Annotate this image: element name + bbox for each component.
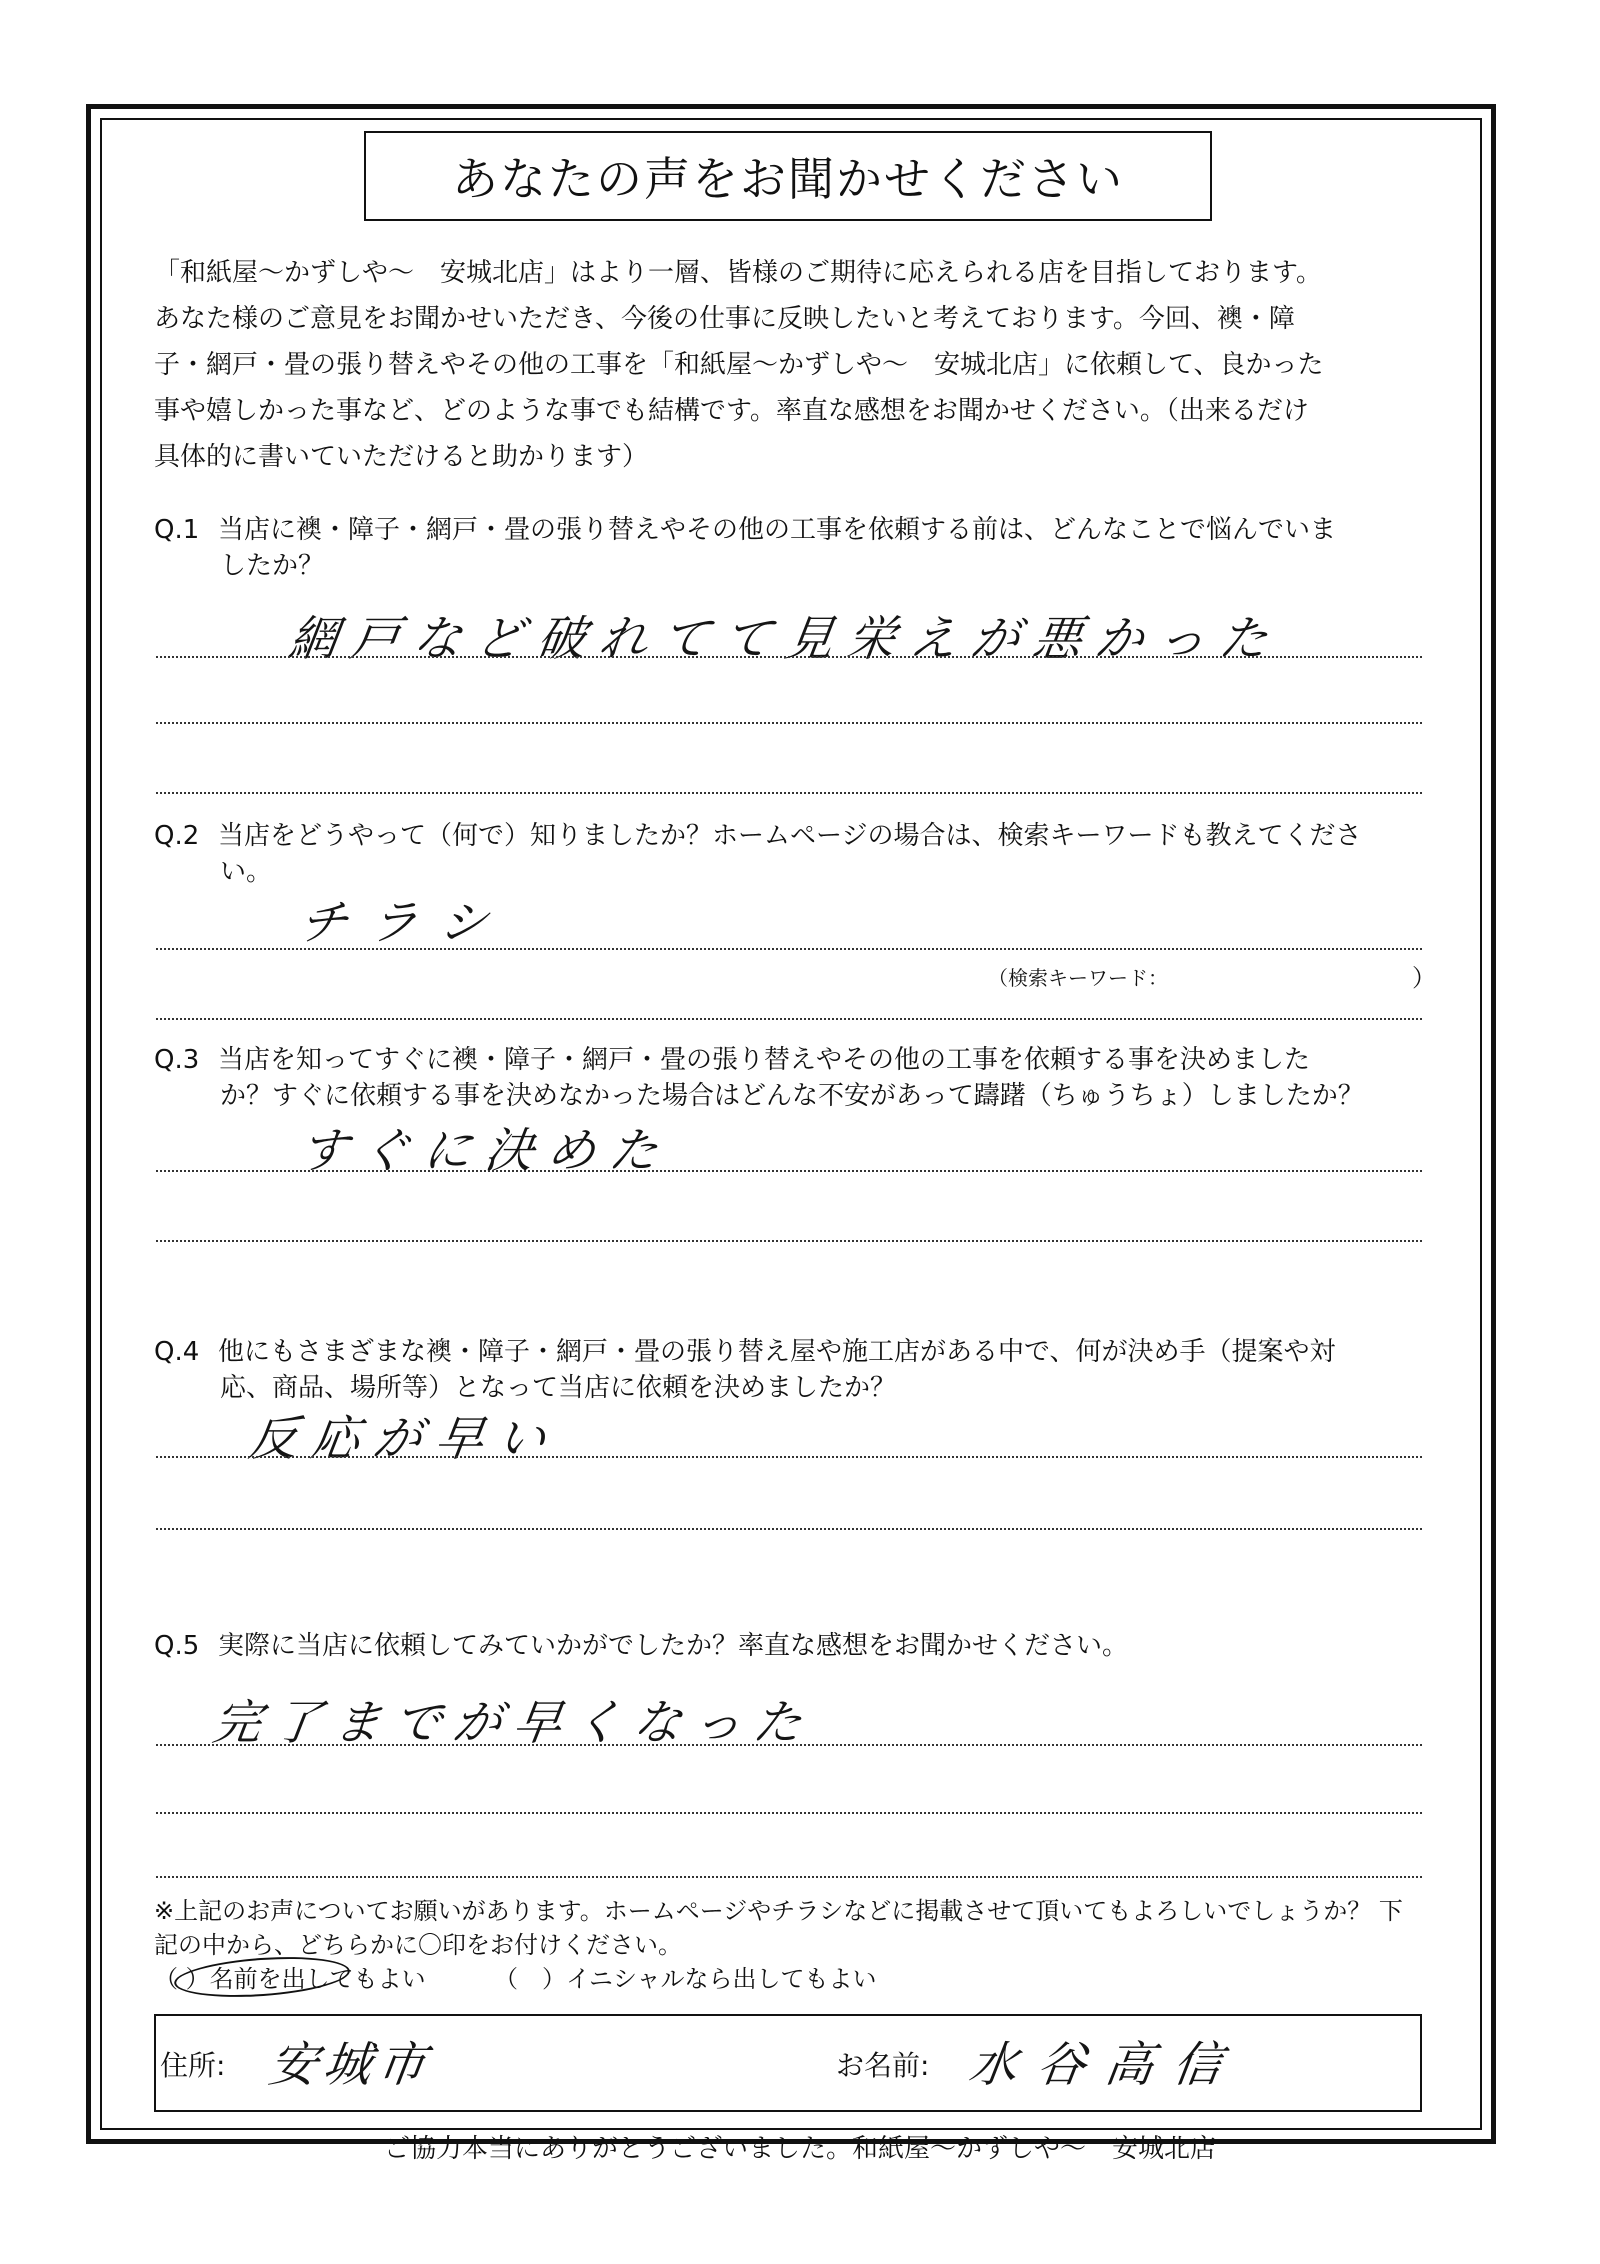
intro-line: 「和紙屋～かずしや～ 安城北店」はより一層、皆様のご期待に応えられる店を目指しております。 (154, 258, 1322, 288)
answer-line (156, 722, 1422, 724)
answer-line (156, 1744, 1422, 1746)
question-text: 当店を知ってすぐに襖・障子・網戸・畳の張り替えやその他の工事を依頼する事を決めました (218, 1045, 1311, 1075)
question-text: い。 (220, 857, 273, 887)
answer-line (156, 1018, 1422, 1020)
question-text: 実際に当店に依頼してみていかがでしたか？率直な感想をお聞かせください。 (218, 1631, 1129, 1661)
question-number: Q.1 (154, 515, 200, 545)
answer-line (156, 948, 1422, 950)
answer-line (156, 1240, 1422, 1242)
question-number: Q.2 (154, 821, 200, 851)
search-keyword-close: ） (1412, 964, 1436, 992)
address-label: 住所: (160, 2049, 226, 2082)
question-5 (154, 1628, 1128, 1664)
consent-note-line: 記の中から、どちらかに〇印をお付けください。 (154, 1931, 682, 1959)
search-keyword-label: （検索キーワード： (988, 966, 1168, 990)
answer-line (156, 1170, 1422, 1172)
name-label: お名前: (836, 2049, 930, 2082)
answer-3-handwritten[interactable]: すぐに決めた (295, 1123, 676, 1179)
address-field[interactable]: 安城市 (265, 2037, 436, 2093)
consent-option-initials[interactable]: （ ）イニシャルなら出してもよい (494, 1965, 877, 1993)
consent-option-name[interactable]: （ ）名前を出してもよい (154, 1965, 426, 1993)
question-text: 当店に襖・障子・網戸・畳の張り替えやその他の工事を依頼する前は、どんなことで悩んでいま (218, 515, 1337, 545)
question-text: 当店をどうやって（何で）知りましたか？ホームページの場合は、検索キーワードも教えてくださ (218, 821, 1362, 851)
question-4 (154, 1334, 1335, 1406)
survey-title: あなたの声をお聞かせください (364, 131, 1212, 221)
question-text: 他にもさまざまな襖・障子・網戸・畳の張り替え屋や施工店がある中で、何が決め手（提案や対 (218, 1337, 1336, 1367)
answer-line (156, 656, 1422, 658)
question-2 (154, 818, 1361, 890)
answer-line (156, 1876, 1422, 1878)
intro-line: 子・網戸・畳の張り替えやその他の工事を「和紙屋～かずしや～ 安城北店」に依頼して、良かった (154, 350, 1324, 380)
answer-line (156, 1528, 1422, 1530)
question-text: か？すぐに依頼する事を決めなかった場合はどんな不安があって躊躇（ちゅうちょ）しましたか？ (220, 1081, 1364, 1111)
answer-1-handwritten[interactable]: 網戸など破れてて見栄えが悪かった (285, 611, 1286, 667)
question-number: Q.3 (154, 1045, 200, 1075)
intro-paragraph (154, 250, 1454, 480)
answer-5-handwritten[interactable]: 完了までが早くなった (209, 1695, 818, 1751)
question-text: したか？ (220, 551, 325, 581)
question-number: Q.4 (154, 1337, 200, 1367)
intro-line: 具体的に書いていただけると助かります） (154, 442, 649, 472)
question-1 (154, 512, 1336, 584)
answer-line (156, 1456, 1422, 1458)
answer-4-handwritten[interactable]: 反応が早い (245, 1411, 564, 1467)
consent-note-line: ※上記のお声についてお願いがあります。ホームページやチラシなどに掲載させて頂いてもよろしいでしょうか？ 下 (154, 1897, 1403, 1925)
question-number: Q.5 (154, 1631, 200, 1661)
intro-line: 事や嬉しかった事など、どのような事でも結構です。率直な感想をお聞かせください。（出来るだけ (154, 396, 1309, 426)
name-field[interactable]: 水谷高信 (965, 2037, 1246, 2093)
question-text: 応、商品、場所等）となって当店に依頼を決めましたか？ (220, 1373, 897, 1403)
answer-line (156, 792, 1422, 794)
answer-line (156, 1812, 1422, 1814)
intro-line: あなた様のご意見をお聞かせいただき、今後の仕事に反映したいと考えております。今回、襖・障 (154, 304, 1295, 334)
footer-thanks: ご協力本当にありがとうございました。和紙屋～かずしや～ 安城北店 (383, 2134, 1216, 2164)
question-3 (154, 1042, 1364, 1114)
answer-2-handwritten[interactable]: チラシ (295, 895, 514, 951)
